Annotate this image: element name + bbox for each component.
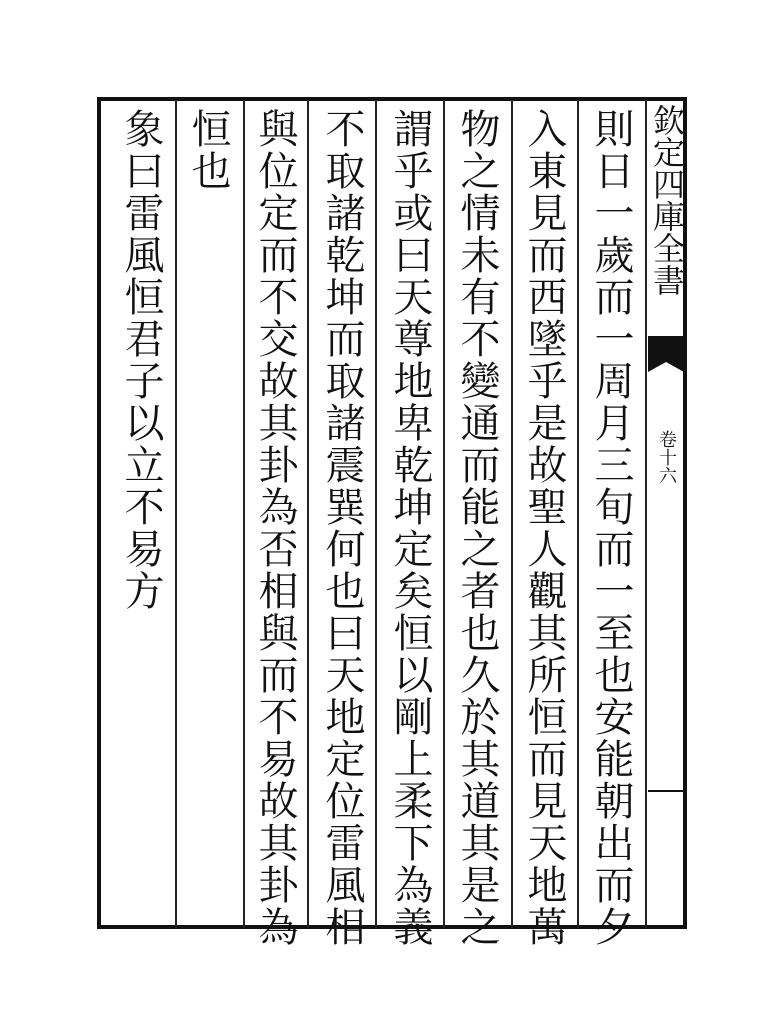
column-divider — [577, 100, 579, 928]
column-divider — [307, 100, 309, 928]
text-column-6: 與位定而不交故其卦為否相與而不易故其卦為 — [252, 108, 298, 948]
text-column-4: 謂乎或曰天尊地卑乾坤定矣恒以剛上柔下為義 — [387, 108, 433, 948]
text-column-3: 物之情未有不變通而能之者也久於其道其是之 — [454, 108, 500, 948]
column-divider — [243, 100, 245, 928]
volume-number: 卷十六 — [656, 430, 677, 484]
page-margin — [648, 100, 684, 928]
margin-divider — [645, 100, 647, 928]
column-divider — [375, 100, 377, 928]
margin-tick — [648, 790, 684, 792]
text-column-7: 恒也 — [185, 108, 231, 192]
column-divider — [443, 100, 445, 928]
column-divider — [511, 100, 513, 928]
text-column-1: 則日一歲而一周月三旬而一至也安能朝出而夕 — [588, 108, 634, 948]
text-column-2: 入東見而西墜乎是故聖人觀其所恒而見天地萬 — [521, 108, 567, 948]
fishtail-mark — [648, 336, 684, 362]
column-divider — [175, 100, 177, 928]
text-column-5: 不取諸乾坤而取諸震巽何也曰天地定位雷風相 — [319, 108, 365, 948]
text-column-8: 象曰雷風恒君子以立不易方 — [118, 108, 164, 612]
book-title: 欽定四庫全書 — [648, 104, 686, 296]
